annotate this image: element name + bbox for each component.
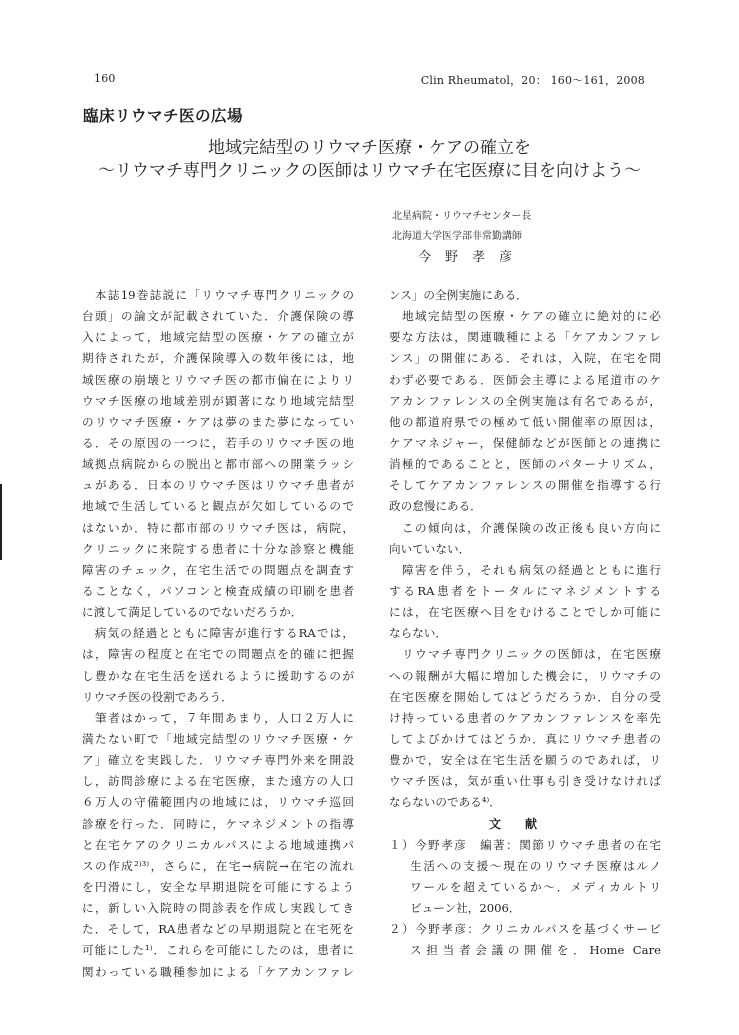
body-line: 域拠点病院からの脱出と都市部への開業ラッシ [82,457,354,472]
section-label: 臨床リウマチ医の広場 [83,107,244,125]
body-line: と在宅ケアのクリニカルパスによる地域連携パ [82,837,354,852]
reference-line: ス担当者会議の開催を．Home Care [410,943,661,958]
body-line: 他の都道府県での極めて低い開催率の原因は， [389,414,661,429]
body-line: 診療を行った．同時に，ケマネジメントの指導 [82,816,354,831]
body-line: 地域完結型の医療・ケアの確立に絶対的に必 [389,309,661,324]
body-line: この傾向は，介護保険の改正後も良い方向に [389,520,661,535]
body-line: ウマチ医は，気が重い仕事も引き受けなければ [389,774,661,789]
body-line: ることなく，パソコンと検査成績の印刷を患者 [82,583,354,598]
body-line: 障害のチェック，在宅生活での問題点を調査す [82,562,354,577]
body-line: ンス」の全例実施にある． [389,288,528,302]
reference-line: ２）今野孝彦：クリニカルパスを基づくサービ [389,922,661,937]
body-line: アカンファレンスの全例実施は有名であるが， [389,393,661,408]
body-line: に渡して満足しているのでないだろうか． [82,605,303,620]
body-line: わず必要である．医師会主導による尾道市のケ [389,372,661,387]
body-line: には，在宅医療へ目をむけることでしか可能に [389,605,661,620]
body-line: は，障害の程度と在宅での問題点を的確に把握 [82,647,354,662]
article-title: 地域完結型のリウマチ医療・ケアの確立を [208,138,531,158]
body-line: 向いていない． [389,541,471,556]
body-line: 地域で生活していると観点が欠如しているので [82,499,354,514]
body-line: リウマチ医の役割であろう． [82,689,233,704]
body-line: 台頭」の論文が記載されていた．介護保険の導 [82,309,354,324]
body-line: に，新しい入院時の問診表を作成し実践してき [82,901,354,916]
body-line: 消極的であることと，医師のパターナリズム， [389,457,661,472]
body-line: のリウマチ医療・ケアは夢のまた夢になってい [82,414,354,429]
references-heading: 文献 [488,816,561,831]
body-line: ンス」の開催にある．それは，入院，在宅を問 [389,351,661,366]
author-affiliation: 北海道大学医学部非常勤講師 [392,231,522,242]
article-subtitle: 〜リウマチ専門クリニックの医師はリウマチ在宅医療に目を向けよう〜 [98,161,641,181]
reference-line: １）今野孝彦 編著：関節リウマチ患者の在宅 [389,837,661,852]
body-line: スの作成²⁾³⁾，さらに，在宅→病院→在宅の流れ [82,858,354,873]
reference-line: ビューン社，2006． [410,901,521,916]
body-line: 本誌19巻誌説に「リウマチ専門クリニックの [82,288,354,302]
body-line: ６万人の守備範囲内の地域には，リウマチ巡回 [82,795,354,810]
body-line: 期待されたが，介護保険導入の数年後には，地 [82,351,354,366]
body-line: してよびかけてはどうか．真にリウマチ患者の [389,731,661,746]
body-line: し，訪問診療による在宅医療，また遠方の人口 [82,774,354,789]
body-line: 関わっている職種参加による「ケアカンファレ [82,964,354,979]
body-line: 政の怠慢にある． [389,499,482,514]
body-line: を円滑にし，安全な早期退院を可能にするよう [82,879,354,894]
reference-line: 生活への支援〜現在のリウマチ医療はルノ [410,858,661,873]
body-line: た．そして，RA患者などの早期退院と在宅死を [82,922,354,937]
page-number: 160 [94,72,116,85]
body-line: はないか．特に都市部のリウマチ医は，病院， [82,520,354,535]
journal-reference: Clin Rheumatol，20： 160〜161，2008 [420,74,645,87]
body-line: クリニックに来院する患者に十分な診察と機能 [82,541,354,556]
body-line: リウマチ専門クリニックの医師は，在宅医療 [389,647,661,662]
body-line: 豊かで，安全は在宅生活を願うのであれば，リ [389,753,661,768]
reference-line: ワールを超えているか〜．メディカルトリ [410,879,661,894]
body-line: ならないのである⁴⁾． [389,795,501,810]
body-line: ア」確立を実践した．リウマチ専門外来を開設 [82,753,354,768]
body-column-right [389,285,661,962]
body-line: ウマチ医療の地域差別が顕著になり地域完結型 [82,393,354,408]
body-line: る．その原因の一つに，若手のリウマチ医の地 [82,435,354,450]
body-line: け持っている患者のケアカンファレンスを率先 [389,710,661,725]
body-line: そしてケアカンファレンスの開催を指導する行 [389,478,661,493]
body-line: するRA患者をトータルにマネジメントする [389,583,661,598]
author-affiliation: 北星病院・リウマチセンター長 [392,211,532,222]
body-line: し豊かな在宅生活を送れるように援助するのが [82,668,354,683]
body-line: 要な方法は，関連職種による「ケアカンファレ [389,330,661,345]
body-line: 入によって，地域完結型の医療・ケアの確立が [82,330,354,345]
body-line: ケアマネジャー，保健師などが医師との連携に [389,435,661,450]
author-name: 今野孝彦 [418,250,527,265]
body-line: 在宅医療を開始してはどうだろうか．自分の受 [389,689,661,704]
body-line: ュがある．日本のリウマチ医はリウマチ患者が [82,478,354,493]
body-line: 域医療の崩壊とリウマチ医の都市偏在によりリ [82,372,354,387]
body-line: への報酬が大幅に増加した機会に，リウマチの [389,668,661,683]
body-line: 満たない町で「地域完結型のリウマチ医療・ケ [82,731,354,746]
body-line: 可能にした¹⁾．これらを可能にしたのは，患者に [82,943,354,958]
body-line: 病気の経過とともに障害が進行するRAでは， [82,626,354,641]
body-line: 筆者はかって，７年間あまり，人口２万人に [82,710,354,725]
body-column-left [82,285,354,983]
body-line: 障害を伴う，それも病気の経過とともに進行 [389,562,661,577]
margin-mark [0,484,2,560]
body-line: ならない． [389,626,447,641]
